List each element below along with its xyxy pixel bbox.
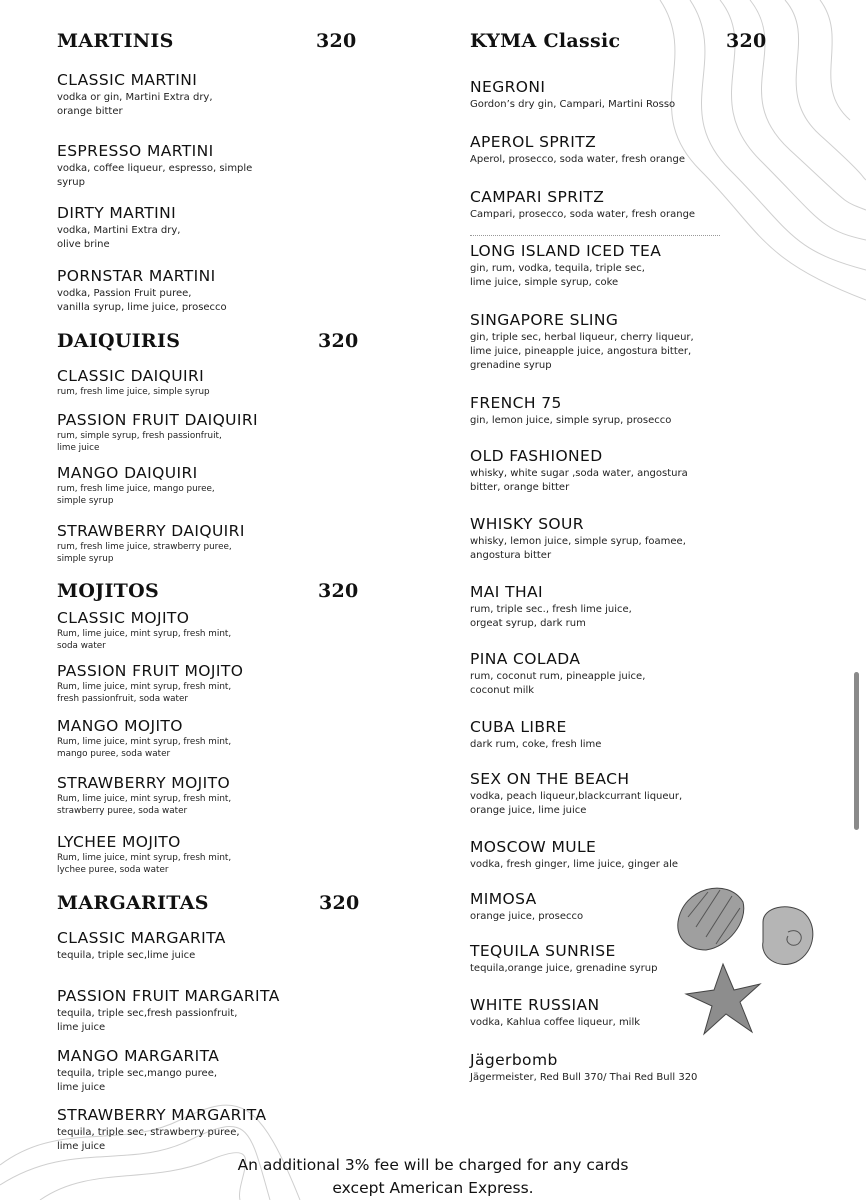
menu-item-description (57, 484, 387, 507)
menu-item-strawberry-daiquiri[interactable] (57, 521, 387, 565)
menu-item-pornstar-martini[interactable] (57, 266, 387, 315)
description-line: orange juice, prosecco (470, 911, 584, 922)
menu-item-description (57, 1067, 387, 1095)
menu-item-name: WHITE RUSSIAN (470, 996, 600, 1014)
description-line: vodka or gin, Martini Extra dry, (57, 92, 213, 103)
description-line: vodka, Martini Extra dry, (57, 225, 181, 236)
description-line: syrup (57, 177, 85, 188)
menu-item-description (470, 331, 770, 373)
description-line: gin, rum, vodka, tequila, triple sec, (470, 263, 645, 274)
section-price: 320 (318, 330, 359, 352)
menu-item-campari-spritz[interactable] (470, 187, 770, 222)
menu-item-name: FRENCH 75 (470, 394, 562, 412)
menu-item-passion-fruit-daiquiri[interactable] (57, 410, 387, 454)
menu-item-description (470, 738, 770, 752)
description-line: rum, coconut rum, pineapple juice, (470, 671, 646, 682)
menu-item-old-fashioned[interactable] (470, 446, 770, 495)
description-line: lime juice, simple syrup, coke (470, 277, 619, 288)
menu-item-description (57, 387, 387, 399)
section-heading-mojitos (57, 580, 387, 602)
menu-item-name: SEX ON THE BEACH (470, 770, 630, 788)
section-price: 320 (726, 30, 767, 52)
description-line: simple syrup (57, 495, 114, 506)
menu-item-name: SINGAPORE SLING (470, 311, 619, 329)
menu-item-name: DIRTY MARTINI (57, 204, 177, 222)
section-title: DAIQUIRIS (57, 330, 181, 352)
description-line: mango puree, soda water (57, 748, 171, 759)
description-line: Gordon’s dry gin, Campari, Martini Rosso (470, 99, 676, 110)
menu-item-description (57, 682, 387, 705)
menu-item-whisky-sour[interactable] (470, 514, 770, 563)
menu-item-description (470, 467, 770, 495)
scallop-shell-icon (678, 888, 744, 950)
menu-item-name: MOSCOW MULE (470, 838, 597, 856)
menu-item-mango-daiquiri[interactable] (57, 463, 387, 507)
menu-item-name: MIMOSA (470, 890, 537, 908)
menu-item-description (470, 153, 770, 167)
menu-item-name: Jägerbomb (470, 1051, 558, 1069)
menu-item-description (57, 949, 387, 963)
section-divider (470, 235, 720, 236)
description-line: rum, triple sec., fresh lime juice, (470, 604, 632, 615)
description-line: Jägermeister, Red Bull 370/ Thai Red Bull 320 (470, 1072, 698, 1083)
description-line: Rum, lime juice, mint syrup, fresh mint, (57, 794, 232, 804)
seashells-illustration (668, 872, 828, 1047)
menu-item-description (470, 790, 770, 818)
section-heading-daiquiris (57, 330, 387, 352)
menu-item-description (470, 603, 770, 631)
description-line: tequila, triple sec,fresh passionfruit, (57, 1008, 238, 1019)
menu-item-description (470, 262, 770, 290)
description-line: orgeat syrup, dark rum (470, 618, 586, 629)
menu-item-name: STRAWBERRY MARGARITA (57, 1106, 267, 1124)
card-fee-notice-line1: An additional 3% fee will be charged for any cards (237, 1156, 629, 1174)
menu-item-name: NEGRONI (470, 78, 546, 96)
description-line: tequila,orange juice, grenadine syrup (470, 963, 658, 974)
menu-item-description (470, 670, 770, 698)
description-line: vodka, coffee liqueur, espresso, simple (57, 163, 253, 174)
menu-item-singapore-sling[interactable] (470, 310, 770, 373)
description-line: grenadine syrup (470, 360, 552, 371)
section-heading-kyma-classic (470, 30, 770, 52)
menu-item-name: LYCHEE MOJITO (57, 833, 181, 851)
description-line: orange bitter (57, 106, 123, 117)
description-line: simple syrup (57, 553, 114, 564)
menu-item-description (470, 208, 770, 222)
description-line: lime juice (57, 1141, 106, 1152)
menu-item-name: CLASSIC MOJITO (57, 609, 190, 627)
description-line: Rum, lime juice, mint syrup, fresh mint, (57, 629, 232, 639)
menu-item-description (57, 91, 387, 119)
section-heading-margaritas (57, 892, 387, 914)
description-line: whisky, lemon juice, simple syrup, foamee, (470, 536, 686, 547)
menu-item-name: APEROL SPRITZ (470, 133, 597, 151)
menu-item-description (57, 1126, 387, 1154)
description-line: Aperol, prosecco, soda water, fresh orange (470, 154, 685, 165)
menu-item-mango-mojito[interactable] (57, 716, 387, 760)
menu-item-description (57, 162, 387, 190)
menu-item-name: MANGO MARGARITA (57, 1047, 220, 1065)
menu-item-sex-on-the-beach[interactable] (470, 769, 770, 818)
menu-item-description (470, 535, 770, 563)
description-line: vodka, fresh ginger, lime juice, ginger ale (470, 859, 679, 870)
spiral-shell-icon (763, 907, 813, 965)
menu-item-name: PASSION FRUIT MARGARITA (57, 987, 280, 1005)
description-line: tequila, triple sec,lime juice (57, 950, 196, 961)
description-line: olive brine (57, 239, 110, 250)
description-line: rum, fresh lime juice, mango puree, (57, 484, 215, 494)
menu-item-name: CUBA LIBRE (470, 718, 567, 736)
menu-item-classic-margarita[interactable] (57, 928, 387, 963)
menu-item-name: PINA COLADA (470, 650, 581, 668)
menu-item-description (57, 853, 387, 876)
card-fee-notice-line2: except American Express. (332, 1179, 534, 1197)
description-line: Rum, lime juice, mint syrup, fresh mint, (57, 853, 232, 863)
description-line: bitter, orange bitter (470, 482, 570, 493)
menu-item-name: CLASSIC MARTINI (57, 71, 198, 89)
description-line: Rum, lime juice, mint syrup, fresh mint, (57, 682, 232, 692)
description-line: rum, fresh lime juice, simple syrup (57, 387, 210, 397)
description-line: angostura bitter (470, 550, 552, 561)
menu-item-name: MANGO MOJITO (57, 717, 183, 735)
description-line: dark rum, coke, fresh lime (470, 739, 602, 750)
menu-item-description (57, 629, 387, 652)
menu-item-strawberry-margarita[interactable] (57, 1105, 387, 1154)
menu-item-strawberry-mojito[interactable] (57, 773, 387, 817)
card-fee-notice (0, 1154, 866, 1200)
scrollbar-thumb[interactable] (854, 672, 859, 830)
menu-item-description (470, 98, 770, 112)
menu-item-name: STRAWBERRY DAIQUIRI (57, 522, 245, 540)
menu-item-name: STRAWBERRY MOJITO (57, 774, 231, 792)
menu-item-description (57, 431, 387, 454)
menu-item-description (470, 414, 770, 428)
menu-item-j-gerbomb[interactable] (470, 1050, 770, 1085)
menu-item-description (470, 1071, 770, 1085)
menu-item-passion-fruit-margarita[interactable] (57, 986, 387, 1035)
menu-item-moscow-mule[interactable] (470, 837, 770, 872)
menu-item-classic-mojito[interactable] (57, 608, 387, 652)
description-line: rum, fresh lime juice, strawberry puree, (57, 542, 232, 552)
menu-item-description (470, 858, 770, 872)
section-price: 320 (319, 892, 360, 914)
menu-item-name: MANGO DAIQUIRI (57, 464, 198, 482)
menu-item-description (57, 737, 387, 760)
menu-item-long-island-iced-tea[interactable] (470, 241, 770, 290)
section-title: KYMA Classic (470, 30, 621, 52)
description-line: coconut milk (470, 685, 535, 696)
menu-item-aperol-spritz[interactable] (470, 132, 770, 167)
menu-item-name: OLD FASHIONED (470, 447, 603, 465)
menu-item-dirty-martini[interactable] (57, 203, 387, 252)
menu-item-description (57, 794, 387, 817)
description-line: vodka, Passion Fruit puree, (57, 288, 192, 299)
menu-item-negroni[interactable] (470, 77, 770, 112)
description-line: tequila, triple sec, strawberry puree, (57, 1127, 240, 1138)
description-line: strawberry puree, soda water (57, 805, 188, 816)
description-line: rum, simple syrup, fresh passionfruit, (57, 431, 222, 441)
description-line: Campari, prosecco, soda water, fresh orange (470, 209, 696, 220)
menu-item-cuba-libre[interactable] (470, 717, 770, 752)
menu-item-mango-margarita[interactable] (57, 1046, 387, 1095)
description-line: fresh passionfruit, soda water (57, 693, 189, 704)
menu-item-description (57, 542, 387, 565)
section-price: 320 (318, 580, 359, 602)
description-line: tequila, triple sec,mango puree, (57, 1068, 218, 1079)
menu-item-name: MAI THAI (470, 583, 543, 601)
menu-item-passion-fruit-mojito[interactable] (57, 661, 387, 705)
menu-item-name: ESPRESSO MARTINI (57, 142, 214, 160)
description-line: vanilla syrup, lime juice, prosecco (57, 302, 227, 313)
section-title: MOJITOS (57, 580, 159, 602)
description-line: Rum, lime juice, mint syrup, fresh mint, (57, 737, 232, 747)
menu-item-description (57, 287, 387, 315)
description-line: lychee puree, soda water (57, 864, 169, 875)
description-line: lime juice, pineapple juice, angostura bitter, (470, 346, 692, 357)
description-line: gin, lemon juice, simple syrup, prosecco (470, 415, 672, 426)
section-title: MARGARITAS (57, 892, 209, 914)
menu-item-name: CAMPARI SPRITZ (470, 188, 605, 206)
menu-item-name: PASSION FRUIT MOJITO (57, 662, 244, 680)
menu-item-name: CLASSIC MARGARITA (57, 929, 226, 947)
menu-item-lychee-mojito[interactable] (57, 832, 387, 876)
menu-item-name: CLASSIC DAIQUIRI (57, 367, 205, 385)
menu-item-pina-colada[interactable] (470, 649, 770, 698)
description-line: lime juice (57, 442, 100, 453)
menu-item-name: PASSION FRUIT DAIQUIRI (57, 411, 259, 429)
starfish-icon (686, 964, 760, 1034)
description-line: orange juice, lime juice (470, 805, 587, 816)
section-heading-martinis (57, 30, 387, 52)
description-line: soda water (57, 640, 106, 651)
menu-item-classic-daiquiri[interactable] (57, 366, 387, 399)
menu-item-description (57, 224, 387, 252)
menu-item-mai-thai[interactable] (470, 582, 770, 631)
menu-item-name: TEQUILA SUNRISE (470, 942, 616, 960)
menu-item-name: LONG ISLAND ICED TEA (470, 242, 662, 260)
description-line: gin, triple sec, herbal liqueur, cherry liqueur, (470, 332, 694, 343)
description-line: vodka, Kahlua coffee liqueur, milk (470, 1017, 641, 1028)
section-title: MARTINIS (57, 30, 174, 52)
menu-item-description (57, 1007, 387, 1035)
menu-item-name: WHISKY SOUR (470, 515, 584, 533)
description-line: whisky, white sugar ,soda water, angostura (470, 468, 688, 479)
menu-item-french-75[interactable] (470, 393, 770, 428)
section-price: 320 (316, 30, 357, 52)
menu-item-name: PORNSTAR MARTINI (57, 267, 216, 285)
description-line: lime juice (57, 1022, 106, 1033)
menu-item-classic-martini[interactable] (57, 70, 387, 119)
description-line: vodka, peach liqueur,blackcurrant liqueur, (470, 791, 683, 802)
description-line: lime juice (57, 1082, 106, 1093)
menu-item-espresso-martini[interactable] (57, 141, 387, 190)
